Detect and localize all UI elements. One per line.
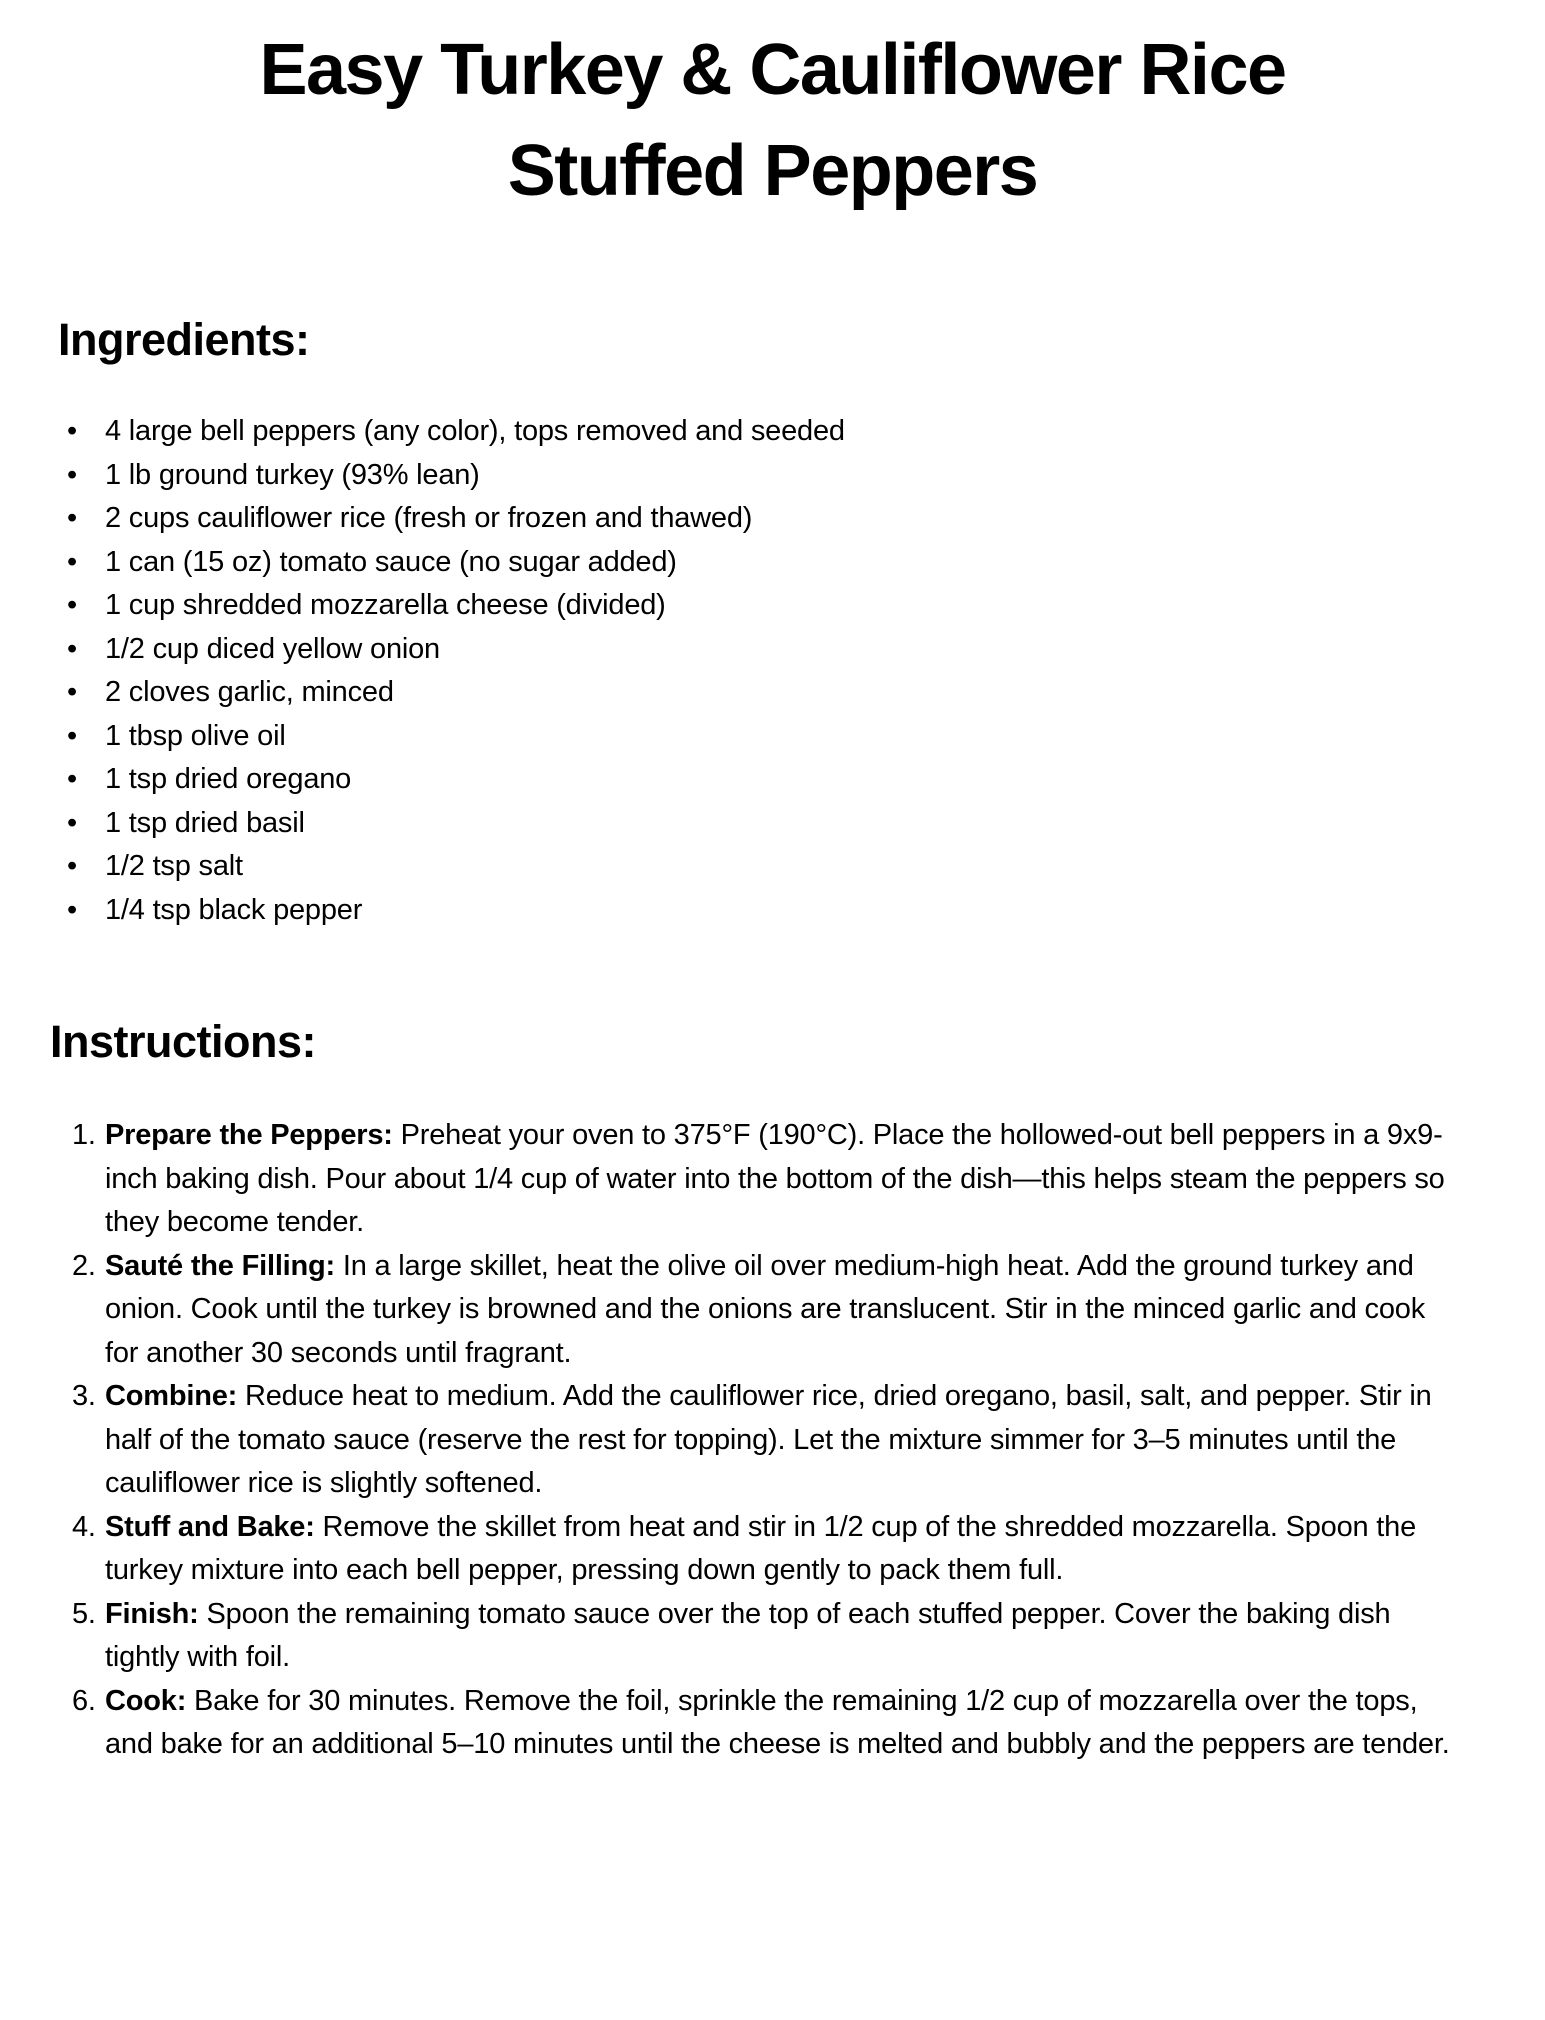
ingredient-item (65, 584, 1485, 628)
bullet-icon: • (67, 893, 77, 926)
bullet-icon: • (67, 415, 77, 447)
ingredient-item (65, 628, 1485, 672)
bullet-icon: • (67, 632, 77, 665)
instruction-text: Reduce heat to medium. Add the cauliflower rice, dried oregano, basil, salt, and pepper. Stir in half of the tomato sauce (reserve the rest for topping). Let the mixture simmer for 3–5 minutes until the cauliflower rice is slightly softened. (105, 1380, 1432, 1499)
instruction-text: Spoon the remaining tomato sauce over the top of each stuffed pepper. Cover the baking dish tightly with foil. (105, 1597, 1391, 1673)
bullet-icon: • (67, 719, 77, 752)
ingredient-text: 2 cloves garlic, minced (105, 676, 394, 708)
instruction-text: Bake for 30 minutes. Remove the foil, sprinkle the remaining 1/2 cup of mozzarella over the tops, and bake for an additional 5–10 minutes until the cheese is melted and bubbly and the peppers are tender. (105, 1684, 1450, 1760)
instruction-label: Combine: (105, 1380, 238, 1412)
ingredient-item (65, 497, 1485, 541)
ingredient-item (65, 541, 1485, 585)
ingredient-text: 2 cups cauliflower rice (fresh or frozen and thawed) (105, 502, 753, 534)
bullet-icon: • (67, 850, 77, 882)
ingredient-text: 1/2 cup diced yellow onion (105, 632, 440, 665)
ingredient-text: 1 cup shredded mozzarella cheese (divided) (105, 589, 666, 621)
ingredient-item (65, 802, 1485, 846)
ingredient-item (65, 758, 1485, 802)
ingredient-item (65, 410, 1485, 454)
ingredient-text: 1 tbsp olive oil (105, 719, 286, 752)
ingredient-item (65, 715, 1485, 759)
ingredient-item (65, 454, 1485, 498)
bullet-icon: • (67, 545, 77, 578)
ingredient-text: 1 can (15 oz) tomato sauce (no sugar added) (105, 545, 677, 578)
ingredient-text: 1 tsp dried oregano (105, 763, 352, 795)
instruction-item (65, 1245, 1460, 1376)
instruction-item (65, 1680, 1460, 1767)
recipe-title (40, 20, 1505, 222)
bullet-icon: • (67, 502, 77, 534)
ingredient-item (65, 671, 1485, 715)
ingredient-text: 1 lb ground turkey (93% lean) (105, 458, 480, 491)
instruction-number: 6. (72, 1684, 96, 1717)
instruction-label: Sauté the Filling: (105, 1249, 336, 1282)
ingredient-item (65, 889, 1485, 933)
instruction-label: Cook: (105, 1684, 187, 1717)
instruction-text: Remove the skillet from heat and stir in 1/2 cup of the shredded mozzarella. Spoon the turkey mixture into each bell pepper, pressing down gently to pack them full. (105, 1510, 1417, 1586)
recipe-title-line1: Easy Turkey & Cauliflower Rice (259, 30, 1286, 110)
bullet-icon: • (67, 763, 77, 795)
instruction-text: In a large skillet, heat the olive oil over medium-high heat. Add the ground turkey and onion. Cook until the turkey is browned and the onions are translucent. Stir in the minced garlic and cook for another 30 seconds until fragrant. (105, 1249, 1426, 1369)
ingredients-list (0, 410, 1545, 932)
instruction-label: Stuff and Bake: (105, 1510, 315, 1543)
ingredient-text: 1/2 tsp salt (105, 850, 243, 882)
recipe-title-line2: Stuffed Peppers (507, 131, 1038, 211)
bullet-icon: • (67, 806, 77, 839)
ingredient-text: 1 tsp dried basil (105, 806, 305, 839)
ingredients-heading: Ingredients: (58, 314, 310, 365)
instruction-item (65, 1114, 1460, 1245)
instruction-text: Preheat your oven to 375°F (190°C). Place the hollowed-out bell peppers in a 9x9-inch baking dish. Pour about 1/4 cup of water into the bottom of the dish—this helps steam the peppers so they become tender. (105, 1119, 1445, 1238)
instruction-item (65, 1593, 1460, 1680)
ingredient-item (65, 845, 1485, 889)
instruction-item (65, 1375, 1460, 1506)
instruction-label: Finish: (105, 1597, 199, 1630)
instructions-list (0, 1114, 1545, 1767)
instruction-number: 3. (72, 1380, 96, 1412)
instructions-heading: Instructions: (50, 1016, 317, 1067)
bullet-icon: • (67, 676, 77, 708)
ingredient-text: 4 large bell peppers (any color), tops removed and seeded (105, 415, 845, 447)
instruction-number: 2. (72, 1249, 96, 1282)
recipe-document (0, 20, 1545, 2020)
instruction-number: 4. (72, 1510, 96, 1543)
instruction-number: 1. (72, 1119, 96, 1151)
ingredient-text: 1/4 tsp black pepper (105, 893, 363, 926)
instruction-item (65, 1506, 1460, 1593)
bullet-icon: • (67, 458, 77, 491)
bullet-icon: • (67, 589, 77, 621)
instruction-number: 5. (72, 1597, 96, 1630)
instruction-label: Prepare the Peppers: (105, 1119, 393, 1151)
